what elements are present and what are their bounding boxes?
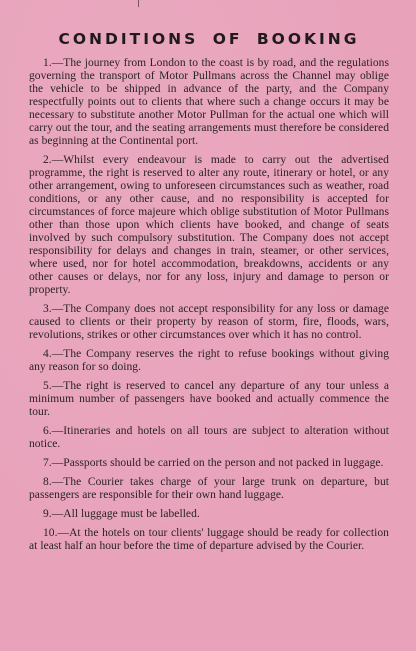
clause-9: 9.—All luggage must be labelled. — [43, 508, 200, 520]
edge-mark — [138, 0, 139, 7]
page-title: CONDITIONS OF BOOKING — [58, 30, 360, 48]
clause-4: 4.—The Company reserves the right to refuse bookings without giving any reason for so doing. — [29, 348, 389, 373]
clause-10: 10.—At the hotels on tour clients' luggage should be ready for collection at least half an hour before the time of departure advised by the Courier. — [29, 527, 389, 552]
clause-6: 6.—Itineraries and hotels on all tours are subject to alteration without notice. — [29, 425, 389, 450]
clause-1: 1.—The journey from London to the coast is by road, and the regulations governing the transport of Motor Pullmans across the Channel may oblige the vehicle to be shipped in advance of the party, and the Company respectfully points out to clients that where such a change occurs it may be necessary to substitute another Motor Pullman for the actual one which will carry out the tour, and the seating arrangements must therefore be considered as beginning at the Continental port. — [29, 57, 389, 147]
clause-5: 5.—The right is reserved to cancel any departure of any tour unless a minimum number of passengers have booked and actually commence the tour. — [29, 380, 389, 418]
clause-7: 7.—Passports should be carried on the person and not packed in luggage. — [43, 457, 384, 469]
clause-8: 8.—The Courier takes charge of your large trunk on departure, but passengers are responsible for their own hand luggage. — [29, 476, 389, 501]
clause-2: 2.—Whilst every endeavour is made to carry out the advertised programme, the right is reserved to alter any route, itinerary or hotel, or any other arrangement, owing to unforeseen circumstances such as weather, road conditions, or any other cause, and no responsibility is accepted for circumstances of force majeure which oblige substitution of Motor Pullmans other than those upon which clients have booked, and change of seats involved by such compulsory substitution. The Company does not accept responsibility for delays and changes in train, steamer, or other services, where used, nor for hotel accommodation, breakdowns, accidents or any other causes or delays, nor for any loss, injury and damage to person or property. — [29, 154, 389, 296]
clause-3: 3.—The Company does not accept responsibility for any loss or damage caused to clients or their property by reason of storm, fire, floods, wars, revolutions, strikes or other circumstances over which it has no control. — [29, 303, 389, 341]
